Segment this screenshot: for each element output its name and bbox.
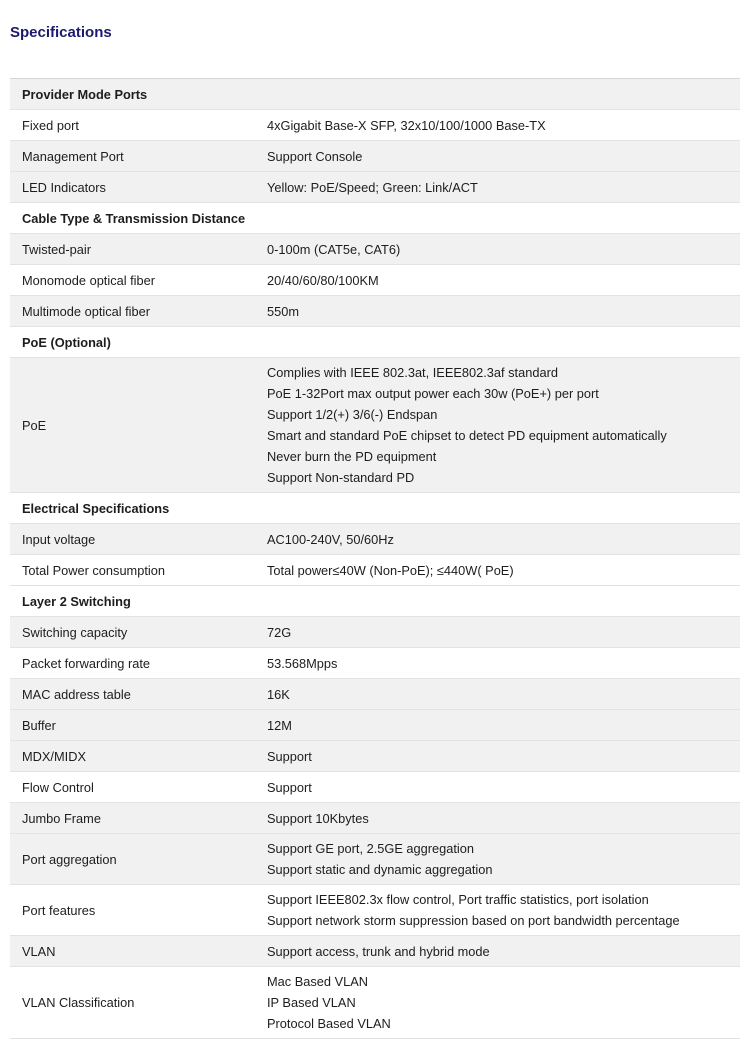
spec-row-vlan-classification <box>10 967 740 1039</box>
spec-value <box>267 266 740 295</box>
spec-label: Input voltage <box>22 531 96 547</box>
spec-value-line: 550m <box>267 303 300 319</box>
spec-label: VLAN Classification <box>22 995 135 1010</box>
spec-label: PoE <box>22 417 47 433</box>
section-title: Electrical Specifications <box>22 500 170 516</box>
spec-row-input-voltage <box>10 524 740 555</box>
spec-value-line: AC100-240V, 50/60Hz <box>267 531 394 547</box>
section-title: Layer 2 Switching <box>22 593 131 609</box>
spec-label: Management Port <box>22 148 124 164</box>
spec-row-packet-forwarding-rate <box>10 648 740 679</box>
spec-value-line: Mac Based VLAN <box>267 974 369 989</box>
spec-row-total-power-consumption <box>10 555 740 586</box>
spec-row-mdx-midx <box>10 741 740 772</box>
spec-value-line: 53.568Mpps <box>267 655 338 671</box>
spec-value-line: Support 10Kbytes <box>267 810 369 826</box>
spec-value <box>267 618 740 647</box>
spec-value-line: Total power≤40W (Non-PoE); ≤440W( PoE) <box>267 562 514 578</box>
spec-value <box>267 834 740 884</box>
spec-label: Monomode optical fiber <box>22 272 156 288</box>
spec-value-line: Support <box>267 748 312 764</box>
spec-value-line: Protocol Based VLAN <box>267 1016 391 1031</box>
spec-value <box>267 804 740 833</box>
spec-value-line: Support 1/2(+) 3/6(-) Endspan <box>267 407 438 422</box>
spec-value-line: 72G <box>267 624 292 640</box>
spec-label: Total Power consumption <box>22 562 165 578</box>
spec-row-management-port <box>10 141 740 172</box>
spec-label: Multimode optical fiber <box>22 303 151 319</box>
spec-label: Switching capacity <box>22 624 128 640</box>
section-row-layer-2-switching <box>10 586 740 617</box>
section-title: PoE (Optional) <box>22 334 111 350</box>
spec-label: LED Indicators <box>22 179 106 195</box>
spec-value <box>267 235 740 264</box>
page-title: Specifications <box>10 24 112 41</box>
spec-row-port-features <box>10 885 740 936</box>
spec-value-line: Support IEEE802.3x flow control, Port traffic statistics, port isolation <box>267 892 649 907</box>
spec-value <box>267 111 740 140</box>
spec-label: Fixed port <box>22 117 79 133</box>
spec-row-led-indicators <box>10 172 740 203</box>
spec-value-line: 12M <box>267 717 292 733</box>
spec-label: Port features <box>22 902 96 918</box>
spec-row-multimode-fiber <box>10 296 740 327</box>
spec-value <box>267 358 740 492</box>
spec-row-fixed-port <box>10 110 740 141</box>
spec-page <box>0 24 750 1039</box>
spec-value-line: Support Console <box>267 148 363 164</box>
section-row-electrical-specifications <box>10 493 740 524</box>
spec-value-line: Yellow: PoE/Speed; Green: Link/ACT <box>267 179 478 195</box>
spec-value <box>267 680 740 709</box>
spec-row-switching-capacity <box>10 617 740 648</box>
spec-value-line: IP Based VLAN <box>267 995 356 1010</box>
spec-row-monomode-fiber <box>10 265 740 296</box>
spec-value-line: 0-100m (CAT5e, CAT6) <box>267 241 401 257</box>
spec-row-jumbo-frame <box>10 803 740 834</box>
spec-row-mac-address-table <box>10 679 740 710</box>
spec-value <box>267 773 740 802</box>
spec-label: MDX/MIDX <box>22 748 86 764</box>
spec-value-line: Support access, trunk and hybrid mode <box>267 943 490 959</box>
spec-row-port-aggregation <box>10 834 740 885</box>
spec-value-line: PoE 1-32Port max output power each 30w (PoE+) per port <box>267 386 599 401</box>
spec-label: MAC address table <box>22 686 131 702</box>
spec-row-twisted-pair <box>10 234 740 265</box>
spec-label: Buffer <box>22 717 56 733</box>
section-row-cable-type <box>10 203 740 234</box>
spec-row-flow-control <box>10 772 740 803</box>
spec-value <box>267 967 740 1038</box>
spec-label: Port aggregation <box>22 851 117 867</box>
spec-value <box>267 173 740 202</box>
spec-value-line: Support static and dynamic aggregation <box>267 862 493 877</box>
spec-value <box>267 525 740 554</box>
section-row-poe-optional <box>10 327 740 358</box>
spec-value <box>267 649 740 678</box>
spec-label: Packet forwarding rate <box>22 655 151 671</box>
spec-value <box>267 556 740 585</box>
section-row-provider-mode-ports <box>10 79 740 110</box>
spec-value-line: 4xGigabit Base-X SFP, 32x10/100/1000 Base-TX <box>267 117 546 133</box>
spec-value-line: Support GE port, 2.5GE aggregation <box>267 841 475 856</box>
spec-row-buffer <box>10 710 740 741</box>
spec-label: Jumbo Frame <box>22 810 101 826</box>
section-title: Provider Mode Ports <box>22 86 148 102</box>
spec-value-line: 16K <box>267 686 290 702</box>
section-title: Cable Type & Transmission Distance <box>22 210 246 226</box>
spec-value-line: Never burn the PD equipment <box>267 449 437 464</box>
spec-value-line: Support <box>267 779 312 795</box>
spec-value-line: 20/40/60/80/100KM <box>267 272 379 288</box>
spec-value <box>267 885 740 935</box>
spec-value-line: Smart and standard PoE chipset to detect PD equipment automatically <box>267 428 667 443</box>
spec-value-line: Support network storm suppression based on port bandwidth percentage <box>267 913 680 928</box>
spec-value <box>267 711 740 740</box>
spec-row-vlan <box>10 936 740 967</box>
spec-label: VLAN <box>22 943 56 959</box>
spec-table <box>10 78 740 1039</box>
spec-value <box>267 142 740 171</box>
spec-value <box>267 742 740 771</box>
spec-value <box>267 297 740 326</box>
spec-value-line: Complies with IEEE 802.3at, IEEE802.3af standard <box>267 365 558 380</box>
spec-row-poe <box>10 358 740 493</box>
spec-value <box>267 937 740 966</box>
spec-label: Twisted-pair <box>22 241 91 257</box>
spec-label: Flow Control <box>22 779 94 795</box>
spec-value-line: Support Non-standard PD <box>267 470 415 485</box>
